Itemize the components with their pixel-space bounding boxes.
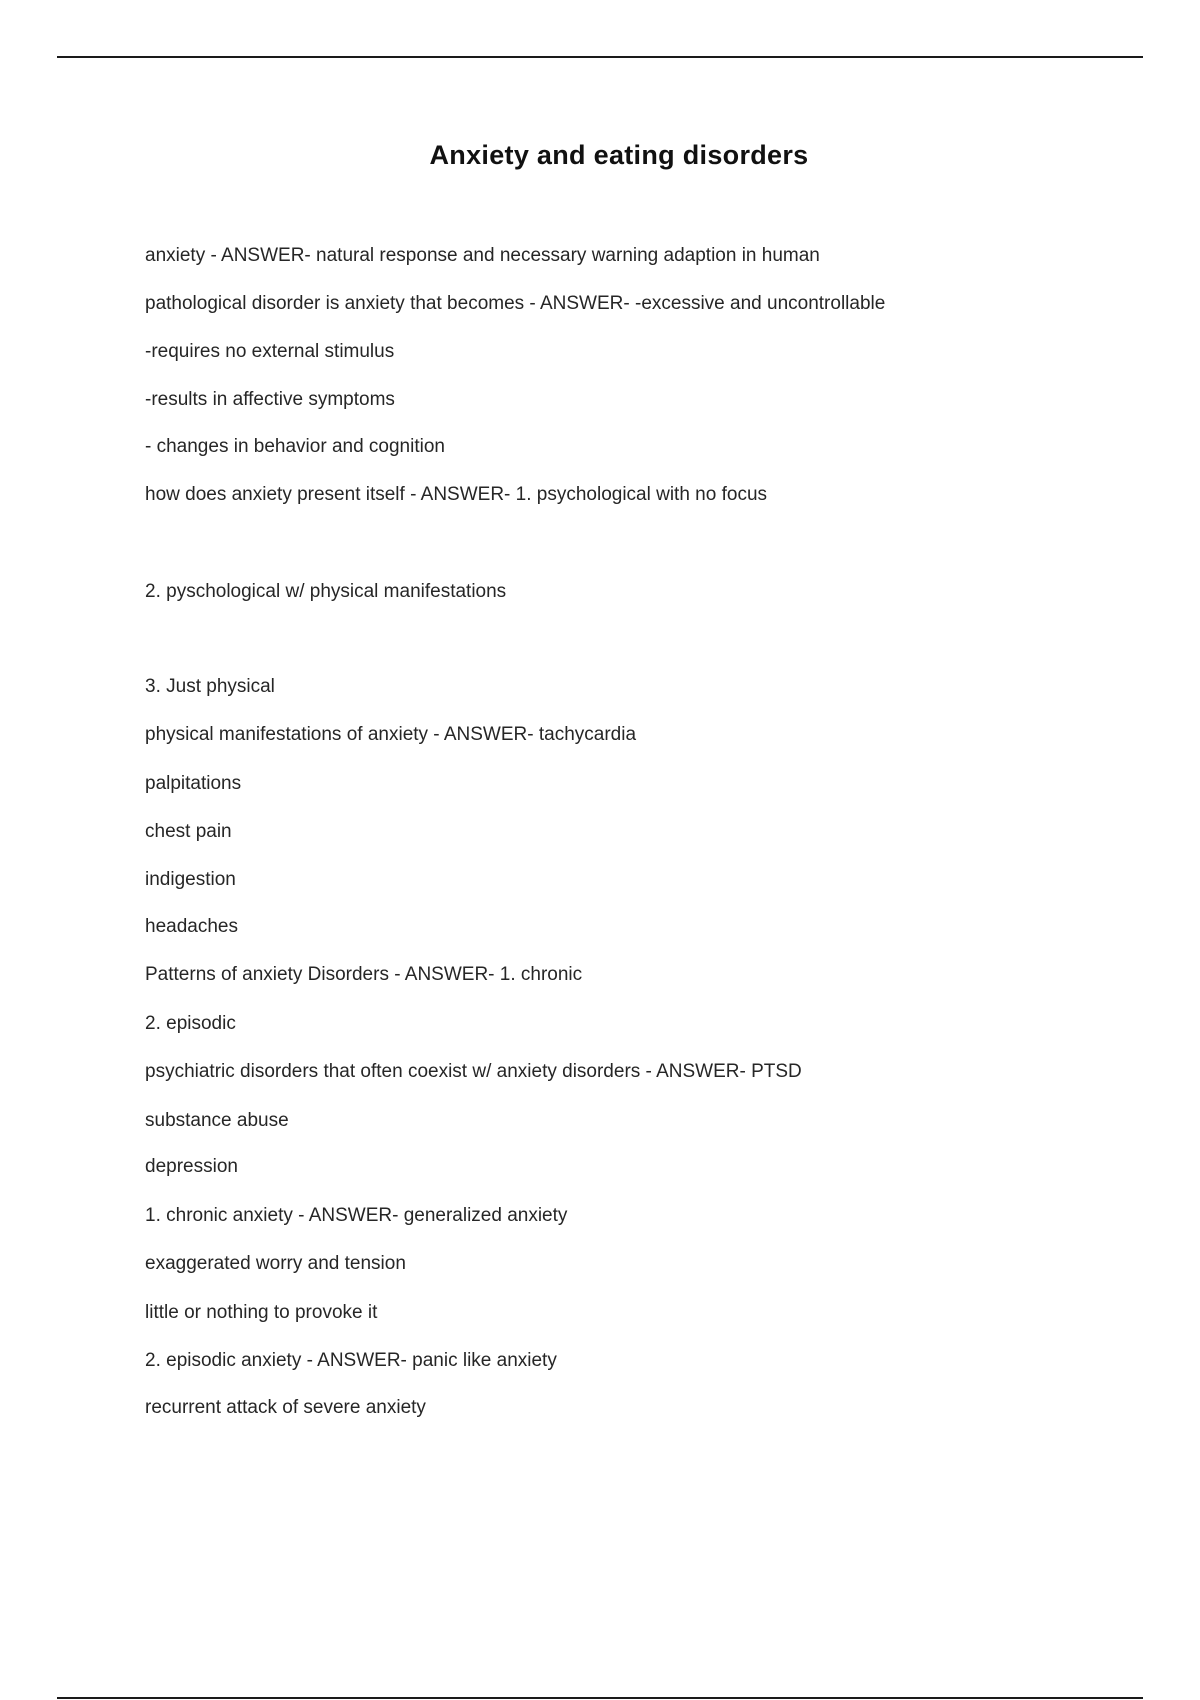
text-line: little or nothing to provoke it (145, 1302, 378, 1323)
text-line: -requires no external stimulus (145, 341, 395, 362)
text-line: headaches (145, 916, 238, 937)
text-line: indigestion (145, 869, 236, 890)
text-line: chest pain (145, 821, 232, 842)
text-line: substance abuse (145, 1110, 289, 1131)
top-rule (57, 56, 1143, 58)
text-line: 2. pyschological w/ physical manifestations (145, 581, 507, 602)
text-line: anxiety - ANSWER- natural response and necessary warning adaption in human (145, 245, 820, 266)
text-line: pathological disorder is anxiety that becomes - ANSWER- -excessive and uncontrollable (145, 293, 886, 314)
text-line: recurrent attack of severe anxiety (145, 1397, 426, 1418)
text-line: depression (145, 1156, 238, 1177)
text-line: palpitations (145, 773, 242, 794)
text-line: Patterns of anxiety Disorders - ANSWER- 1. chronic (145, 964, 583, 985)
text-line: 3. Just physical (145, 676, 275, 697)
bottom-rule (57, 1697, 1143, 1699)
text-line: 2. episodic anxiety - ANSWER- panic like anxiety (145, 1350, 557, 1371)
text-line: - changes in behavior and cognition (145, 436, 445, 457)
text-line: how does anxiety present itself - ANSWER- 1. psychological with no focus (145, 484, 768, 505)
text-line: psychiatric disorders that often coexist w/ anxiety disorders - ANSWER- PTSD (145, 1061, 802, 1082)
text-line: 1. chronic anxiety - ANSWER- generalized anxiety (145, 1205, 568, 1226)
text-line: physical manifestations of anxiety - ANSWER- tachycardia (145, 724, 637, 745)
text-line: 2. episodic (145, 1013, 236, 1034)
document-title: Anxiety and eating disorders (429, 140, 809, 170)
text-line: exaggerated worry and tension (145, 1253, 406, 1274)
text-line: -results in affective symptoms (145, 389, 395, 410)
